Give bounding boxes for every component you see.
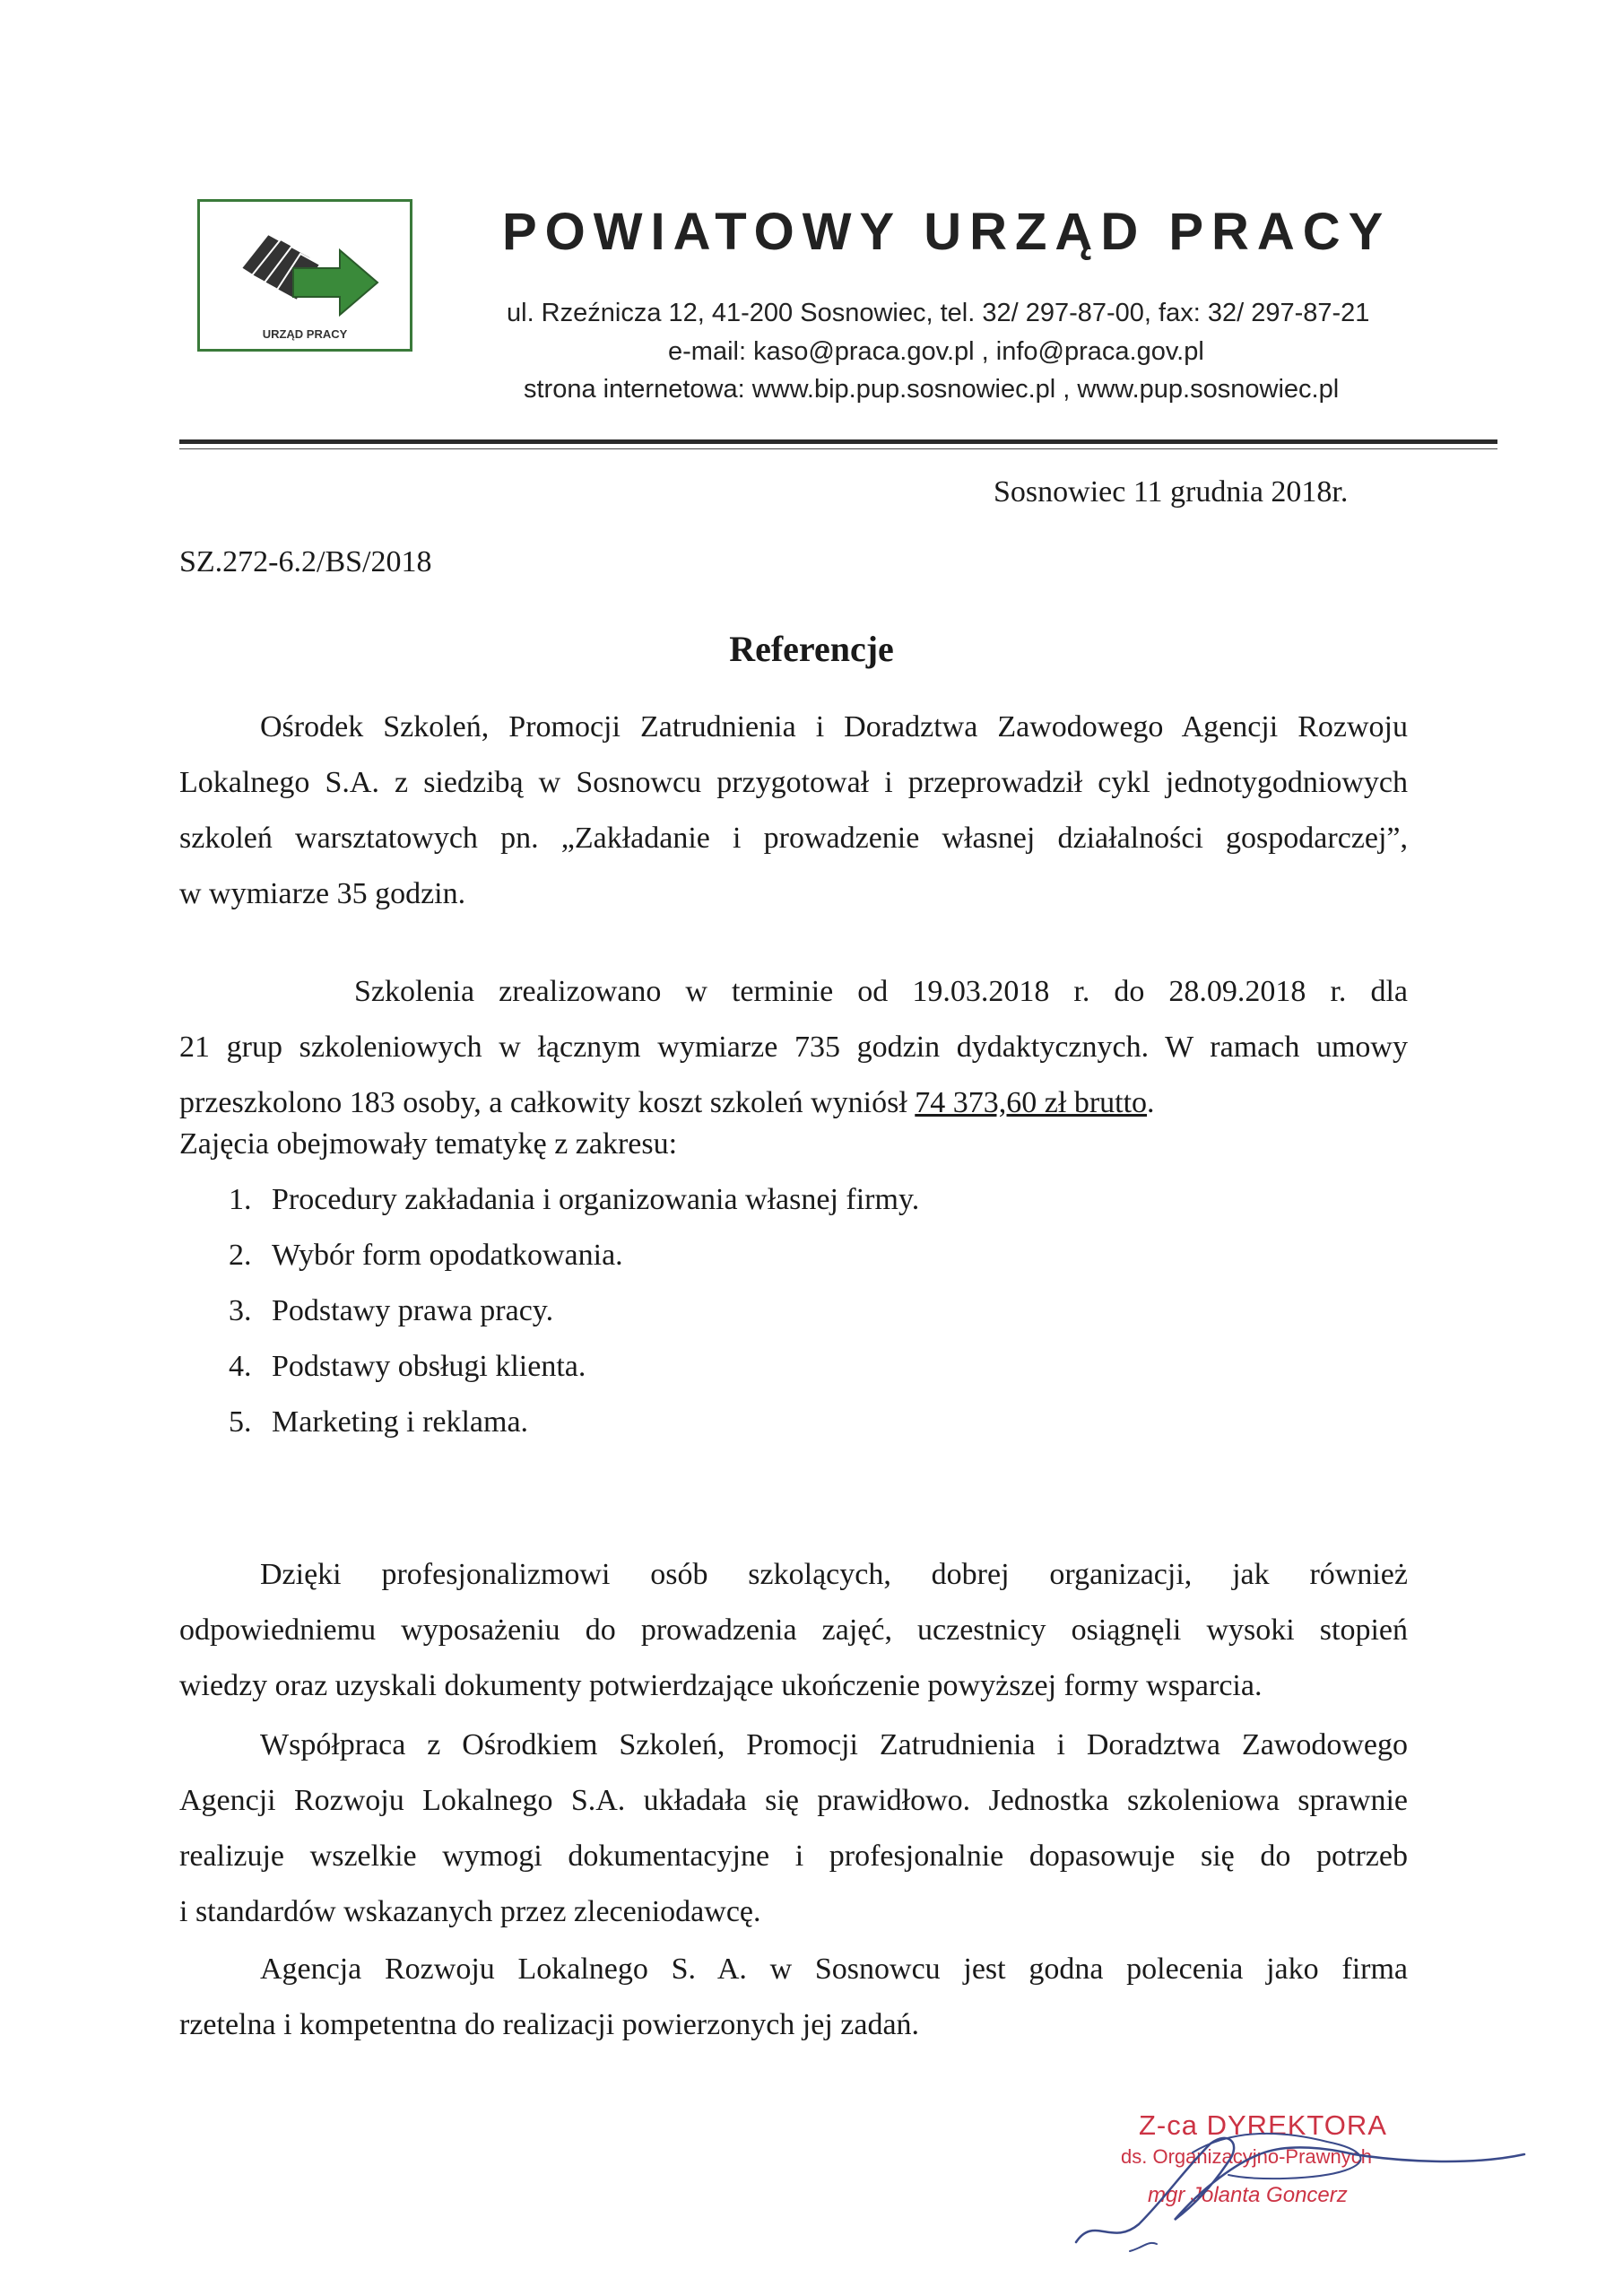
list-number: 2. [229, 1239, 252, 1272]
topics-intro [179, 1117, 1408, 1172]
list-item [229, 1228, 919, 1283]
list-item [229, 1283, 919, 1339]
list-item [229, 1172, 919, 1228]
list-number: 3. [229, 1294, 252, 1327]
stamp-name: mgr Jolanta Goncerz [1148, 2183, 1348, 2207]
stamp-department: ds. Organizacyjno-Prawnych [1121, 2145, 1373, 2168]
paragraph-4 [179, 1718, 1408, 1940]
list-text: Podstawy obsługi klienta. [272, 1350, 586, 1383]
paragraph-2 [179, 964, 1408, 1131]
text-line: 21 grup szkoleniowych w łącznym wymiarze 735 godzin dydaktycznych. W ramach umowy [179, 1031, 1408, 1064]
website-line: strona internetowa: www.bip.pup.sosnowiec.pl , www.pup.sosnowiec.pl [524, 375, 1340, 404]
text-line: szkoleń warsztatowych pn. „Zakładanie i prowadzenie własnej działalności gospodarczej”, [179, 822, 1408, 855]
paragraph-5 [179, 1942, 1408, 2053]
text-line: Agencja Rozwoju Lokalnego S. A. w Sosnowcu jest godna polecenia jako firma [260, 1952, 1408, 1986]
place-and-date: Sosnowiec 11 grudnia 2018r. [994, 475, 1349, 509]
text-line: Lokalnego S.A. z siedzibą w Sosnowcu przygotował i przeprowadził cykl jednotygodniowych [179, 766, 1408, 799]
list-item [229, 1395, 919, 1450]
text-line: realizuje wszelkie wymogi dokumentacyjne i profesjonalnie dopasowuje się do potrzeb [179, 1839, 1408, 1873]
total-cost-amount: 74 373,60 zł brutto [915, 1086, 1148, 1119]
paragraph-3 [179, 1547, 1408, 1714]
header-divider-thin [179, 448, 1497, 449]
document-title: Referencje [729, 629, 894, 669]
text-line: odpowiedniemu wyposażeniu do prowadzenia zajęć, uczestnicy osiągnęli wysoki stopień [179, 1613, 1408, 1647]
text-line: wiedzy oraz uzyskali dokumenty potwierdzające ukończenie powyższej formy wsparcia. [179, 1669, 1263, 1702]
folders-arrow-icon [225, 214, 386, 322]
handwritten-signature [1058, 2090, 1560, 2269]
reference-number: SZ.272-6.2/BS/2018 [179, 545, 432, 578]
address-line: ul. Rzeźnicza 12, 41-200 Sosnowiec, tel. 32/ 297-87-00, fax: 32/ 297-87-21 [507, 299, 1370, 327]
text-line: rzetelna i kompetentna do realizacji powierzonych jej zadań. [179, 2008, 920, 2041]
list-text: Podstawy prawa pracy. [272, 1294, 554, 1327]
list-number: 5. [229, 1405, 252, 1439]
header-divider [179, 439, 1497, 444]
list-text: Procedury zakładania i organizowania własnej firmy. [272, 1183, 920, 1216]
text-line: Współpraca z Ośrodkiem Szkoleń, Promocji Zatrudnienia i Doradztwa Zawodowego [260, 1728, 1408, 1761]
office-logo [197, 199, 412, 352]
topics-list [229, 1172, 919, 1450]
list-number: 4. [229, 1350, 252, 1383]
text-line: Szkolenia zrealizowano w terminie od 19.03.2018 r. do 28.09.2018 r. dla [354, 975, 1408, 1008]
logo-caption: URZĄD PRACY [262, 327, 348, 341]
list-text: Marketing i reklama. [272, 1405, 529, 1439]
list-number: 1. [229, 1183, 252, 1216]
organization-name: POWIATOWY URZĄD PRACY [502, 203, 1392, 261]
paragraph-1 [179, 700, 1408, 922]
text-line: i standardów wskazanych przez zleceniodawcę. [179, 1895, 761, 1928]
list-text: Wybór form opodatkowania. [272, 1239, 623, 1272]
list-item [229, 1339, 919, 1395]
email-line: e-mail: kaso@praca.gov.pl , info@praca.gov.pl [668, 337, 1204, 366]
text-line: Dzięki profesjonalizmowi osób szkolących, dobrej organizacji, jak również [260, 1558, 1408, 1591]
text-segment: przeszkolono 183 osoby, a całkowity koszt szkoleń wyniósł [179, 1086, 916, 1119]
stamp-title: Z-ca DYREKTORA [1139, 2109, 1387, 2141]
signature-block [1058, 2090, 1560, 2269]
text-line: w wymiarze 35 godzin. [179, 877, 466, 910]
text-segment: . [1147, 1086, 1155, 1119]
text-line: Agencji Rozwoju Lokalnego S.A. układała się prawidłowo. Jednostka szkoleniowa sprawnie [179, 1784, 1408, 1817]
text-line: Ośrodek Szkoleń, Promocji Zatrudnienia i Doradztwa Zawodowego Agencji Rozwoju [260, 710, 1408, 744]
text-line: Zajęcia obejmowały tematykę z zakresu: [179, 1127, 678, 1161]
